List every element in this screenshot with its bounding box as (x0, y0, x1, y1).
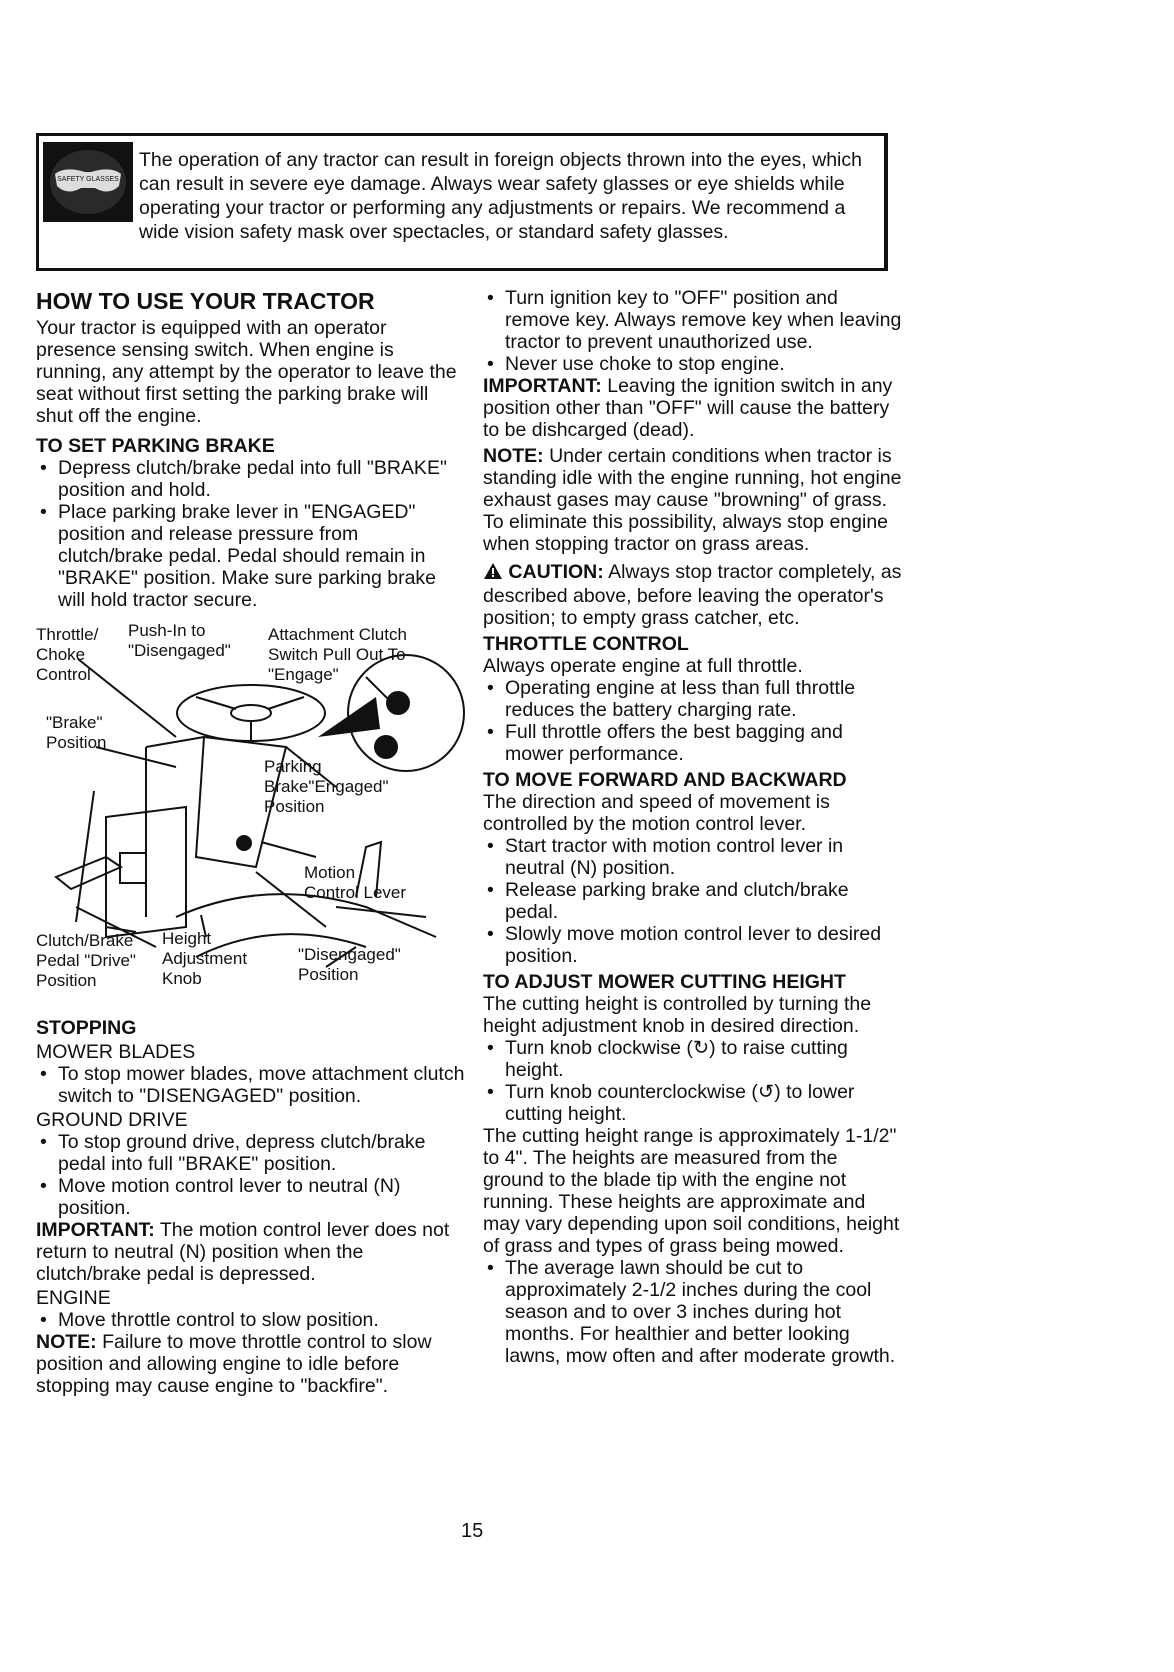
height-knob-label: Height Adjustment Knob (162, 929, 248, 988)
icon-label: SAFETY GLASSES (57, 176, 119, 183)
brake-position-label: "Brake" Position (46, 713, 107, 752)
important-paragraph (36, 1219, 466, 1285)
mower-blades-heading: MOWER BLADES (36, 1041, 196, 1063)
page-number: 15 (461, 1520, 484, 1542)
list-item: • Start tractor with motion control lever in neutral (N) position. (483, 835, 903, 879)
throttle-list (483, 677, 903, 765)
caution-label: CAUTION: (508, 561, 604, 583)
stopping-heading: STOPPING (36, 1017, 137, 1039)
list-item: • To stop mower blades, move attachment clutch switch to "DISENGAGED" position. (36, 1063, 466, 1107)
throttle-label: Throttle/ Choke Control (36, 625, 99, 684)
left-column (36, 287, 466, 1397)
note-text: Under certain conditions when tractor is standing idle with the engine running, hot engine exhaust gases may cause "browning" of grass. To eliminate this possibility, always stop engine when stopping tractor on grass areas. (483, 445, 902, 555)
motion-control-label: Motion Control Lever (304, 863, 407, 902)
cutting-height-heading: TO ADJUST MOWER CUTTING HEIGHT (483, 971, 846, 993)
caution-text: Always stop tractor completely, as described above, before leaving the operator's position; to empty grass catcher, etc. (483, 561, 902, 629)
note-text: Failure to move throttle control to slow position and allowing engine to idle before stopping may cause engine to "backfire". (36, 1331, 432, 1397)
list-item: • Full throttle offers the best bagging and mower performance. (483, 721, 903, 765)
attachment-clutch-label: Attachment Clutch Switch Pull Out To "Engage" (268, 625, 407, 684)
ground-drive-list (36, 1131, 466, 1219)
list-item: • The average lawn should be cut to approximately 2-1/2 inches during the cool season and to over 3 inches during hot months. For healthier and better looking lawns, mow often and after moderate growth. (483, 1257, 903, 1367)
safety-warning-text: The operation of any tractor can result in foreign objects thrown into the eyes, which can result in severe eye damage. Always wear safety glasses or eye shields while operating your tractor or performing any adjustments or repairs. We recommend a wide vision safety mask over spectacles, or standard safety glasses. (139, 149, 862, 243)
list-item: • Turn knob counterclockwise (↺) to lower cutting height. (483, 1081, 903, 1125)
engine-list (36, 1309, 466, 1331)
throttle-heading: THROTTLE CONTROL (483, 633, 689, 655)
list-item: • Move motion control lever to neutral (N) position. (36, 1175, 466, 1219)
caution-paragraph (483, 561, 903, 629)
list-item: • Depress clutch/brake pedal into full "BRAKE" position and hold. (36, 457, 466, 501)
lawn-tips-list (483, 1257, 903, 1367)
ignition-list (483, 287, 903, 375)
mower-blades-list (36, 1063, 466, 1107)
section-title: HOW TO USE YOUR TRACTOR (36, 288, 375, 314)
important-text: Leaving the ignition switch in any position other than "OFF" will cause the battery to be dishcarged (dead). (483, 375, 893, 441)
important-label: IMPORTANT: (36, 1219, 155, 1241)
move-list (483, 835, 903, 967)
parking-brake-label: Parking Brake"Engaged" Position (264, 757, 389, 816)
note-label: NOTE: (36, 1331, 97, 1353)
list-item: • Turn knob clockwise (↻) to raise cutting height. (483, 1037, 903, 1081)
safety-warning-box (36, 133, 888, 271)
list-item: • To stop ground drive, depress clutch/brake pedal into full "BRAKE" position. (36, 1131, 466, 1175)
important-label: IMPORTANT: (483, 375, 602, 397)
push-in-label: Push-In to "Disengaged" (128, 621, 231, 660)
engine-heading: ENGINE (36, 1287, 111, 1309)
list-item: • Move throttle control to slow position. (36, 1309, 466, 1331)
ground-drive-heading: GROUND DRIVE (36, 1109, 188, 1131)
note-paragraph (483, 445, 903, 555)
throttle-intro: Always operate engine at full throttle. (483, 655, 803, 677)
cutting-range-paragraph: The cutting height range is approximately 1-1/2" to 4". The heights are measured from the ground to the blade tip with the engine not running. These heights are approximate and may vary depending upon soil conditions, height of grass and types of grass being mowed. (483, 1125, 900, 1257)
list-item: • Never use choke to stop engine. (483, 353, 903, 375)
move-intro: The direction and speed of movement is controlled by the motion control lever. (483, 791, 830, 835)
tractor-controls-diagram (36, 617, 466, 1017)
important-paragraph (483, 375, 903, 441)
list-item: • Place parking brake lever in "ENGAGED" position and release pressure from clutch/brake pedal. Pedal should remain in "BRAKE" position. Make sure parking brake will hold tractor secure. (36, 501, 466, 611)
move-heading: TO MOVE FORWARD AND BACKWARD (483, 769, 847, 791)
parking-brake-heading: TO SET PARKING BRAKE (36, 435, 275, 457)
parking-brake-list (36, 457, 466, 611)
warning-triangle-icon (483, 562, 503, 585)
safety-glasses-icon (43, 142, 133, 222)
right-column (483, 287, 903, 1367)
note-paragraph (36, 1331, 466, 1397)
cutting-intro: The cutting height is controlled by turning the height adjustment knob in desired direction. (483, 993, 872, 1037)
disengaged-position-label: "Disengaged" Position (298, 945, 401, 984)
note-label: NOTE: (483, 445, 544, 467)
clutch-brake-label: Clutch/Brake Pedal "Drive" Position (36, 931, 136, 990)
list-item: • Release parking brake and clutch/brake pedal. (483, 879, 903, 923)
important-text: The motion control lever does not return to neutral (N) position when the clutch/brake pedal is depressed. (36, 1219, 450, 1285)
cutting-list (483, 1037, 903, 1125)
intro-paragraph: Your tractor is equipped with an operator presence sensing switch. When engine is running, any attempt by the operator to leave the seat without first setting the parking brake will shut off the engine. (36, 317, 457, 427)
list-item: • Turn ignition key to "OFF" position and remove key. Always remove key when leaving tractor to prevent unauthorized use. (483, 287, 903, 353)
list-item: • Operating engine at less than full throttle reduces the battery charging rate. (483, 677, 903, 721)
list-item: • Slowly move motion control lever to desired position. (483, 923, 903, 967)
